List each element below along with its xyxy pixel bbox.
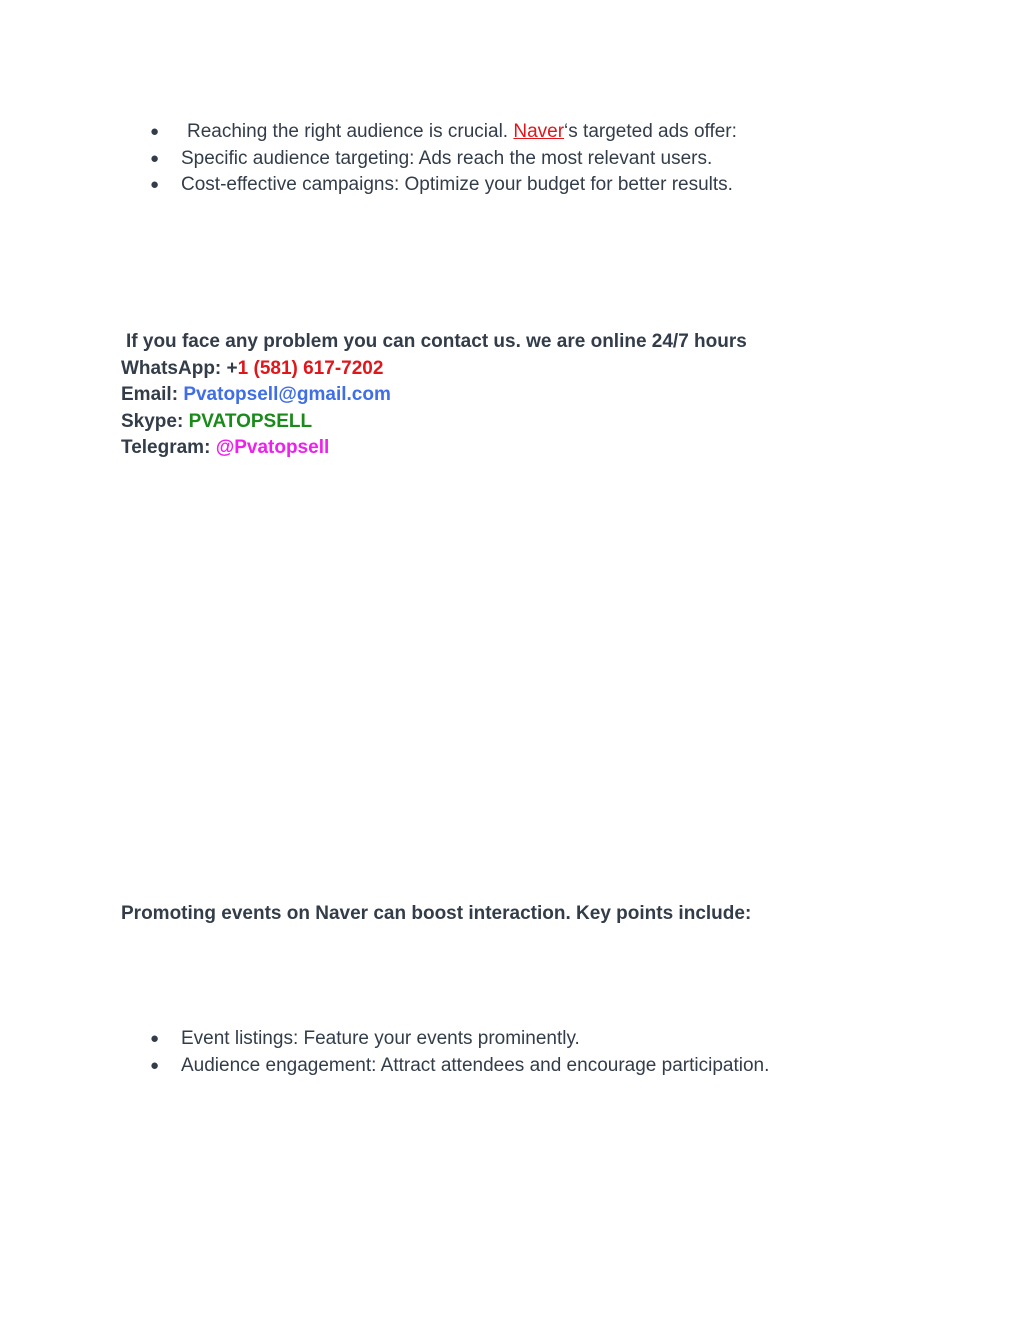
contact-intro: If you face any problem you can contact us. we are online 24/7 hours — [126, 331, 747, 352]
whatsapp-line — [121, 356, 747, 383]
list-item-text: Cost-effective campaigns: Optimize your budget for better results. — [181, 174, 733, 195]
skype-handle: PVATOPSELL — [188, 410, 313, 432]
list-item-text: Event listings: Feature your events prominently. — [181, 1028, 580, 1049]
bullet-icon: ● — [150, 1030, 160, 1047]
events-bullet-list — [150, 1026, 769, 1079]
whatsapp-label: WhatsApp: + — [121, 357, 238, 379]
ads-intro-text: Reaching the right audience is crucial. — [187, 121, 514, 142]
ads-bullet-list — [150, 119, 737, 199]
ads-intro-suffix: ‘s targeted ads offer: — [564, 121, 737, 142]
list-item — [150, 1026, 769, 1053]
bullet-icon: ● — [150, 149, 160, 167]
bullet-icon: ● — [150, 176, 160, 193]
list-item-text — [181, 121, 737, 142]
events-heading: Promoting events on Naver can boost interaction. Key points include: — [121, 903, 752, 924]
list-item — [150, 172, 737, 199]
telegram-line — [121, 435, 747, 462]
list-item — [150, 146, 737, 173]
telegram-handle: @Pvatopsell — [215, 437, 330, 458]
email-label: Email: — [121, 384, 184, 405]
list-item-text: Specific audience targeting: Ads reach the most relevant users. — [181, 147, 713, 169]
contact-block — [121, 329, 747, 462]
telegram-label: Telegram: — [121, 437, 216, 458]
list-item-text: Audience engagement: Attract attendees and encourage participation. — [181, 1054, 770, 1076]
skype-label: Skype: — [121, 410, 189, 432]
email-line — [121, 382, 747, 409]
naver-link[interactable]: Naver — [513, 121, 565, 142]
bullet-icon: ● — [150, 123, 160, 140]
list-item — [150, 119, 737, 146]
email-address: Pvatopsell@gmail.com — [183, 384, 391, 405]
skype-line — [121, 409, 747, 436]
bullet-icon: ● — [150, 1056, 160, 1074]
whatsapp-number: 1 (581) 617-7202 — [237, 357, 384, 379]
list-item — [150, 1053, 769, 1080]
